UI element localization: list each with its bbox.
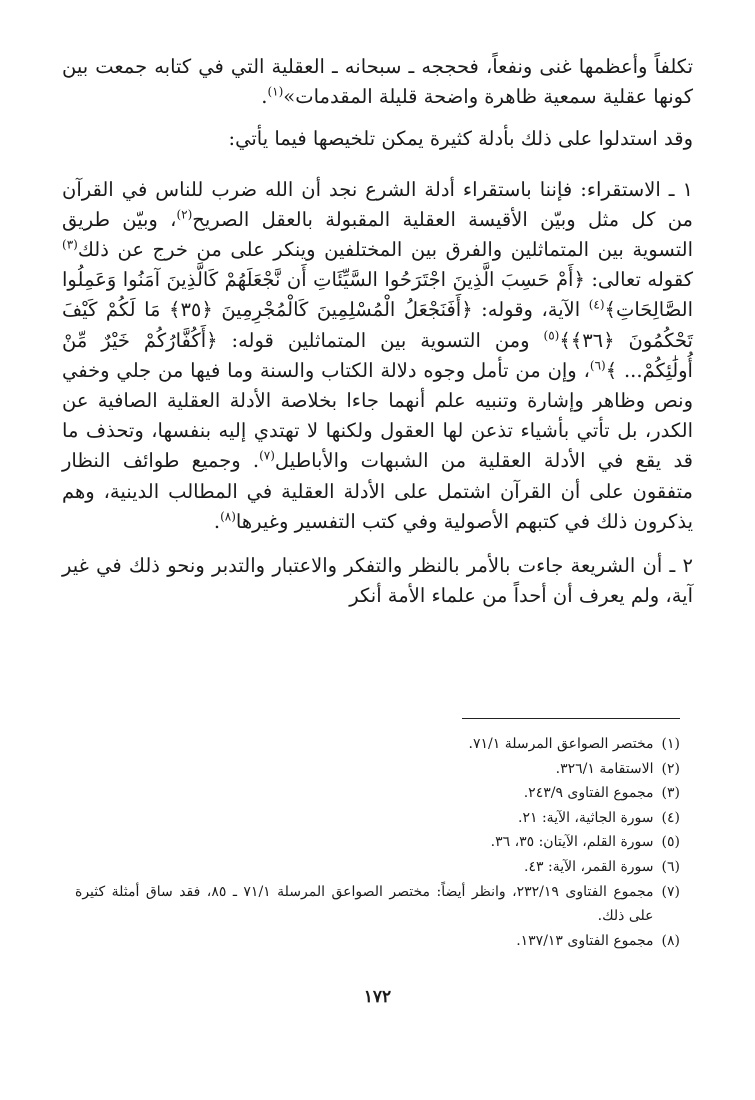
footnote-item	[75, 732, 680, 757]
section-1-text: ، وبيّن طريق التسوية بين المتماثلين والفرق بين المختلفين وينكر على من خرج عن ذلك	[62, 207, 693, 262]
intro-paragraph	[62, 52, 693, 112]
footnote-text: مجموع الفتاوى ١٣٧/١٣.	[516, 932, 654, 949]
footnote-text: سورة القمر، الآية: ٤٣.	[524, 858, 654, 875]
footnote-item	[75, 929, 680, 954]
footnote-ref: (٢)	[176, 207, 193, 222]
footnote-text: سورة القلم، الآيتان: ٣٥، ٣٦.	[490, 834, 654, 851]
section-1-text: . وجميع طوائف النظار متفقون على أن القرآن اشتمل على الأدلة العقلية في المطالب الدينية، وهم يذكرون ذلك في كتبهم الأصولية وفي كتب التفسير وغيرها	[62, 449, 693, 533]
footnote-text: سورة الجاثية، الآية: ٢١.	[518, 809, 654, 826]
footnote-text: مختصر الصواعق المرسلة ٧١/١.	[468, 736, 654, 752]
section-1-text: كقوله تعالى: ﴿أَمْ حَسِبَ الَّذِينَ اجْتَرَحُوا السَّيِّئَاتِ أَن نَّجْعَلَهُمْ كَالَّذِينَ آمَنُوا وَعَمِلُوا الصَّالِحَاتِ﴾	[62, 268, 694, 322]
footnote-divider	[462, 718, 680, 719]
section-1-text: ، وإن من تأمل وجوه دلالة الكتاب والسنة وما فيها من جلي وخفي ونص وظاهر وإشارة وتنبيه علم أنهما جاءا بخلاصة الأدلة العقلية الصافية عن الكدر، بل تأتي بأشياء تذعن لها العقول ولكنها لا تهتدي إليه بنفسها، وتحذف ما قد يقع في الأدلة العقلية من الشبهات والأباطيل	[62, 358, 693, 473]
footnote-ref: (٧)	[259, 448, 275, 463]
footnote-number: (٣)	[661, 785, 680, 802]
footnote-text: الاستقامة ٣٢٦/١.	[555, 760, 654, 777]
footnote-number: (١)	[661, 736, 680, 752]
footnote-number: (٤)	[661, 809, 680, 826]
footnote-number: (٦)	[661, 858, 680, 875]
section-1-paragraph	[62, 175, 693, 537]
footnote-number: (٥)	[661, 834, 680, 851]
footnotes	[75, 732, 680, 953]
footnote-item	[75, 806, 680, 831]
footnote-item	[75, 830, 680, 855]
lead-in-paragraph: وقد استدلوا على ذلك بأدلة كثيرة يمكن تلخيصها فيما يأتي:	[228, 127, 693, 151]
footnote-number: (٧)	[661, 883, 680, 900]
footnote-ref: (٤)	[588, 297, 605, 312]
footnote-item	[75, 781, 680, 806]
main-text	[62, 52, 693, 611]
footnote-ref: (١)	[267, 84, 284, 99]
intro-end: .	[261, 85, 268, 109]
footnote-text: مجموع الفتاوى ٢٤٣/٩.	[523, 785, 654, 802]
section-1-text: .	[213, 509, 221, 533]
intro-text: تكلفاً وأعظمها غنى ونفعاً، فحججه ـ سبحانه ـ العقلية التي في كتابه جمعت بين كونها عقلية سمعية ظاهرة واضحة قليلة المقدمات»	[62, 55, 693, 109]
section-1-text: ومن التسوية بين المتماثلين قوله: ﴿أَكُفَّارُكُمْ خَيْرٌ مِّنْ أُولَٰئِكُمْ... ﴾	[62, 328, 693, 382]
footnote-ref: (٥)	[543, 328, 560, 343]
section-1-text: الآية، وقوله: ﴿أَفَنَجْعَلُ الْمُسْلِمِينَ كَالْمُجْرِمِينَ ﴿٣٥﴾ مَا لَكُمْ كَيْفَ تَحْكُمُونَ ﴿٣٦﴾﴾	[62, 298, 693, 352]
footnote-number: (٢)	[661, 760, 680, 777]
section-1-text: ١ ـ الاستقراء: فإننا باستقراء أدلة الشرع نجد أن الله ضرب للناس في القرآن من كل مثل وبيّن الأقيسة العقلية المقبولة بالعقل الصريح	[62, 177, 693, 231]
footnote-ref: (٦)	[589, 358, 606, 373]
footnote-item	[75, 757, 680, 782]
footnote-item	[75, 880, 680, 929]
page-number: ١٧٢	[363, 987, 392, 1007]
footnote-ref: (٣)	[62, 237, 78, 252]
section-2-paragraph: ٢ ـ أن الشريعة جاءت بالأمر بالنظر والتفكر والاعتبار والتدبر ونحو ذلك في غير آية، ولم يعرف أن أحداً من علماء الأمة أنكر	[62, 554, 693, 608]
footnote-number: (٨)	[661, 932, 680, 949]
footnote-item	[75, 855, 680, 880]
footnote-ref: (٨)	[220, 509, 236, 524]
footnote-text: مجموع الفتاوى ٢٣٢/١٩، وانظر أيضاً: مختصر الصواعق المرسلة ٧١/١ ـ ٨٥، فقد ساق أمثلة كثيرة على ذلك.	[75, 883, 654, 925]
